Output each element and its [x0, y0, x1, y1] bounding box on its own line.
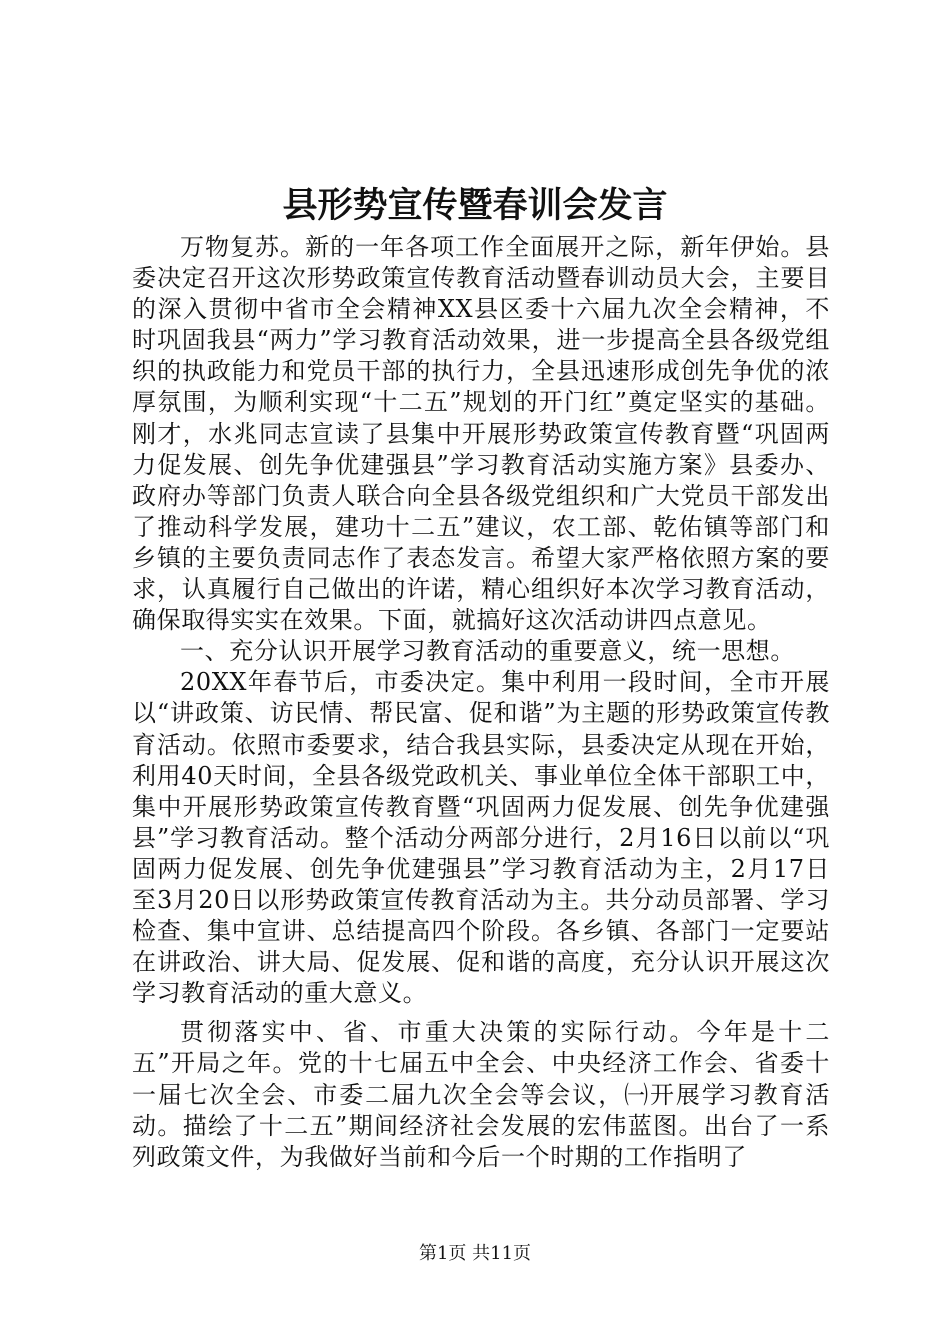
body-paragraph-intro: 万物复苏。新的一年各项工作全面展开之际，新年伊始。县委决定召开这次形势政策宣传教育活动暨春训动员大会，主要目的深入贯彻中省市全会精神XX县区委十六届九次全会精神，不时巩固我县“两力”学习教育活动效果，进一步提高全县各级党组织的执政能力和党员干部的执行力，全县迅速形成创先争优的浓厚氛围，为顺利实现“十二五”规划的开门红”奠定坚实的基础。刚才，水兆同志宣读了县集中开展形势政策宣传教育暨“巩固两力促发展、创先争优建强县”学习教育活动实施方案》县委办、政府办等部门负责人联合向全县各级党组织和广大党员干部发出了推动科学发展，建功十二五”建议，农工部、乾佑镇等部门和乡镇的主要负责同志作了表态发言。希望大家严格依照方案的要求，认真履行自己做出的许诺，精心组织好本次学习教育活动，确保取得实实在效果。下面，就搞好这次活动讲四点意见。 [132, 233, 830, 635]
document-body [132, 232, 830, 1173]
section-heading-1: 一、充分认识开展学习教育活动的重要意义，统一思想。 [180, 637, 795, 666]
document-title: 县形势宣传暨春训会发言 [282, 185, 668, 226]
page-number-footer: 第1页 共11页 [418, 1243, 532, 1264]
body-paragraph-significance: 贯彻落实中、省、市重大决策的实际行动。今年是十二五”开局之年。党的十七届五中全会、中央经济工作会、省委十一届七次全会、市委二届九次全会等会议，㈠开展学习教育活动。描绘了十二五”期间经济社会发展的宏伟蓝图。出台了一系列政策文件，为我做好当前和今后一个时期的工作指明了 [132, 1018, 830, 1171]
body-paragraph-background: 20XX年春节后，市委决定。集中利用一段时间，全市开展以“讲政策、访民情、帮民富、促和谐”为主题的形势政策宣传教育活动。依照市委要求，结合我县实际，县委决定从现在开始，利用40天时间，全县各级党政机关、事业单位全体干部职工中，集中开展形势政策宣传教育暨“巩固两力促发展、创先争优建强县”学习教育活动。整个活动分两部分进行，2月16日以前以“巩固两力促发展、创先争优建强县”学习教育活动为主，2月17日至3月20日以形势政策宣传教育活动为主。共分动员部署、学习检查、集中宣讲、总结提高四个阶段。各乡镇、各部门一定要站在讲政治、讲大局、促发展、促和谐的高度，充分认识开展这次学习教育活动的重大意义。 [132, 668, 830, 1008]
